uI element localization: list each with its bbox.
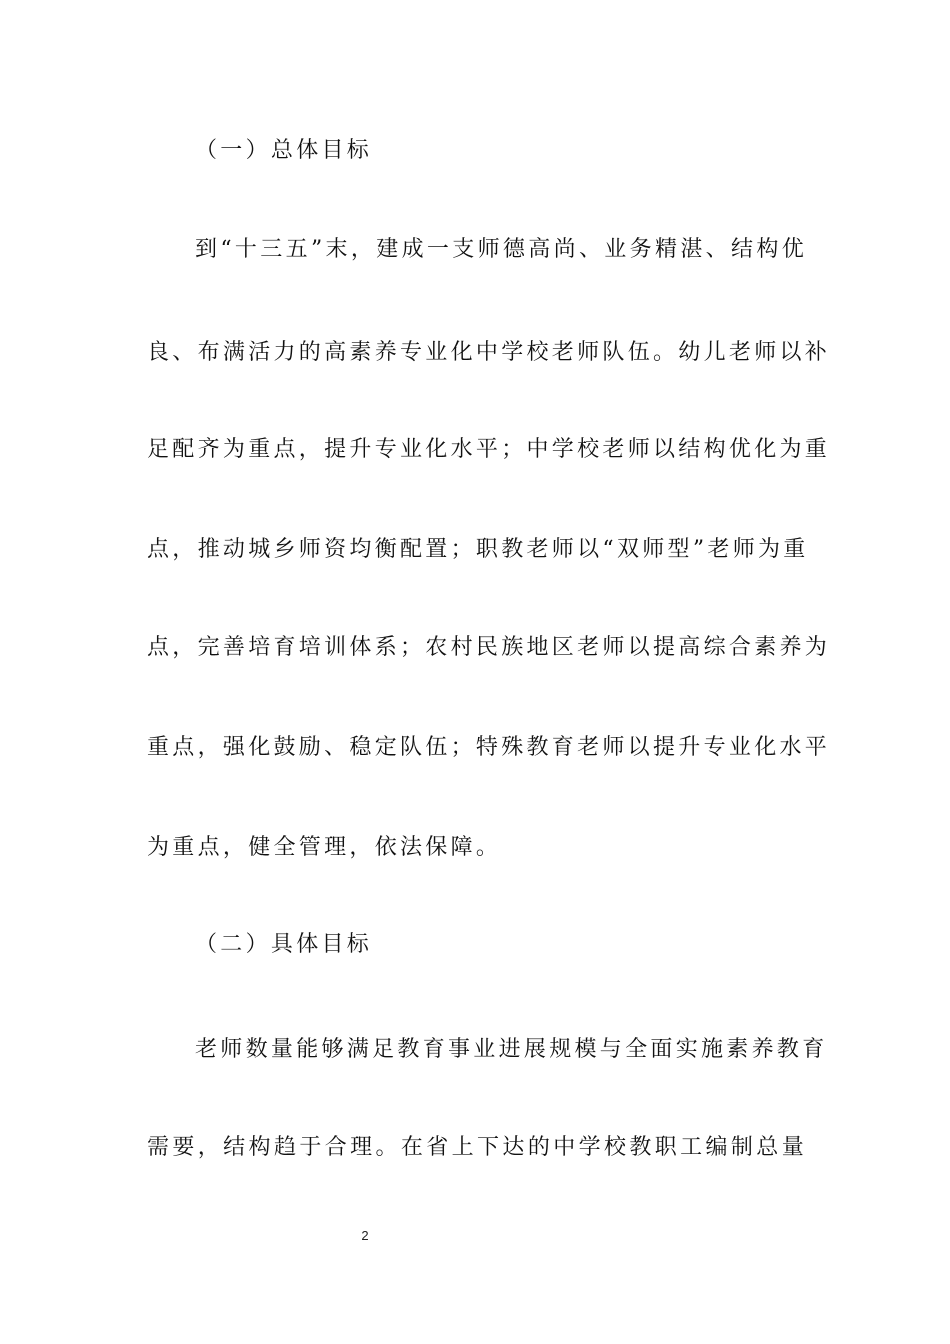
paragraph-line: 良、布满活力的高素养专业化中学校老师队伍。幼儿老师以补 — [147, 340, 831, 365]
paragraph-line: 重点，强化鼓励、稳定队伍；特殊教育老师以提升专业化水平 — [147, 735, 831, 760]
paragraph-line: 足配齐为重点，提升专业化水平；中学校老师以结构优化为重 — [147, 437, 831, 462]
paragraph-line: 点，推动城乡师资均衡配置；职教老师以“双师型”老师为重 — [147, 537, 809, 562]
section-heading-overall-goal: （一）总体目标 — [195, 138, 373, 163]
paragraph-line: 点，完善培育培训体系；农村民族地区老师以提高综合素养为 — [147, 635, 831, 660]
paragraph-line: 需要，结构趋于合理。在省上下达的中学校教职工编制总量 — [147, 1135, 807, 1160]
section-heading-specific-goal: （二）具体目标 — [195, 932, 373, 957]
paragraph-line: 到“十三五”末，建成一支师德高尚、业务精湛、结构优 — [195, 237, 807, 262]
paragraph-line: 为重点，健全管理，依法保障。 — [147, 835, 502, 860]
page-number: 2 — [361, 1228, 369, 1243]
paragraph-line: 老师数量能够满足教育事业进展规模与全面实施素养教育 — [195, 1037, 828, 1062]
